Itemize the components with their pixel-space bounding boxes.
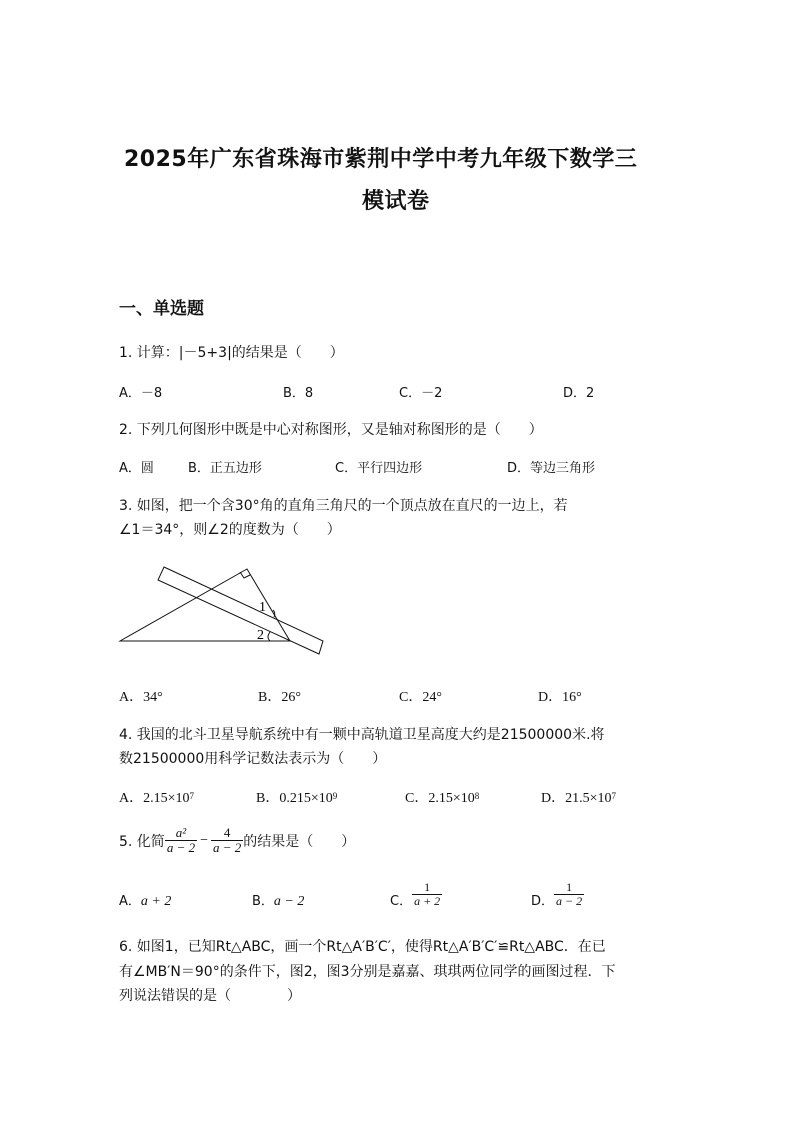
q4-option-c-mantissa: 2.15×10 (428, 791, 475, 806)
q5-option-c-fraction (412, 881, 442, 908)
q5-option-c-label: C． (390, 894, 413, 909)
q4-option-a-exponent: 7 (189, 791, 195, 801)
q4-option-b-exponent: 9 (332, 791, 338, 801)
q4-option-d-label: D． (541, 791, 566, 806)
q5-option-c (390, 881, 442, 908)
q5-fraction-1-denominator: a − 2 (166, 840, 196, 855)
q4-option-c-exponent: 8 (474, 791, 480, 801)
q4-option-b (256, 787, 337, 807)
q2-option-b: B．正五边形 (188, 461, 262, 476)
q5-fraction-2-denominator: a − 2 (213, 840, 242, 855)
q4-option-a (119, 787, 194, 807)
q5-option-a (119, 890, 171, 910)
q1-option-a: A．－8 (119, 386, 163, 401)
angle2-label: 2 (257, 628, 264, 643)
q5-option-d-denominator: a − 2 (556, 894, 583, 908)
q4-option-c-label: C． (405, 791, 429, 806)
section-heading: 一、单选题 (119, 299, 204, 319)
q3-option-d: D．16° (538, 690, 582, 705)
page-title-line1: 2025年广东省珠海市紫荆中学中考九年级下数学三 (124, 147, 638, 172)
q3-stem-line2: ∠1＝34°，则∠2的度数为（ ） (119, 522, 341, 538)
q3-stem-line1: 3. 如图，把一个含30°角的直角三角尺的一个顶点放在直尺的一边上，若 (119, 498, 568, 514)
q1-option-b: B．8 (283, 386, 314, 401)
q4-option-d-exponent: 7 (611, 791, 617, 801)
q5-fraction-2 (211, 826, 243, 855)
q4-option-d-mantissa: 21.5×10 (565, 791, 612, 806)
q5-option-b (252, 890, 304, 910)
q3-option-c: C．24° (399, 690, 442, 705)
q5-fraction-1 (165, 826, 197, 855)
q6-stem-line1: 6. 如图1，已知Rt△ABC，画一个Rt△A′B′C′，使得Rt△A′B′C′≌Rt△ABC．在已 (119, 939, 606, 955)
q4-option-b-mantissa: 0.215×10 (279, 791, 333, 806)
q6-stem-line3: 列说法错误的是（ ） (119, 988, 301, 1004)
q1-stem: 1. 计算：|－5+3|的结果是（ ） (119, 345, 344, 361)
q5-option-b-label: B． (252, 894, 274, 909)
angle2-arc (268, 632, 270, 641)
q4-stem-line2: 数21500000用科学记数法表示为（ ） (119, 751, 387, 767)
q5-option-d-fraction (554, 881, 584, 908)
q4-stem-line1: 4. 我国的北斗卫星导航系统中有一颗中高轨道卫星高度大约是21500000米.将 (119, 727, 605, 743)
q6-stem-line2: 有∠MB′N＝90°的条件下，图2，图3分别是嘉嘉、琪琪两位同学的画图过程．下 (119, 964, 616, 980)
q5-option-b-expr: a − 2 (273, 894, 305, 909)
q5-option-d (531, 881, 584, 908)
q5-minus-sign: − (200, 832, 208, 848)
q5-fraction-1-numerator: a² (175, 825, 187, 840)
q2-stem: 2. 下列几何图形中既是中心对称图形，又是轴对称图形的是（ ） (119, 422, 543, 438)
q5-fraction-2-numerator: 4 (223, 825, 231, 840)
q4-option-a-label: A． (119, 791, 144, 806)
q3-option-a: A．34° (119, 690, 163, 705)
q2-option-d: D．等边三角形 (507, 461, 596, 476)
q3-figure (110, 560, 340, 660)
q1-option-d: D．2 (563, 386, 595, 401)
angle1-label: 1 (259, 600, 266, 615)
q5-option-d-numerator: 1 (566, 880, 573, 894)
q5-option-d-label: D． (531, 894, 555, 909)
q5-prefix: 5. 化简 (119, 833, 165, 850)
q5-option-a-expr: a + 2 (140, 894, 172, 909)
q3-option-b: B．26° (258, 690, 301, 705)
q5-option-c-numerator: 1 (424, 880, 431, 894)
q2-option-a: A．圆 (119, 461, 154, 476)
q5-stem (119, 826, 355, 855)
q5-suffix: 的结果是（ ） (243, 833, 356, 850)
q2-option-c: C．平行四边形 (335, 461, 423, 476)
q1-option-c: C．－2 (399, 386, 443, 401)
q4-option-a-mantissa: 2.15×10 (143, 791, 190, 806)
page-title-line2: 模试卷 (362, 189, 430, 214)
q4-option-b-label: B． (256, 791, 280, 806)
q4-option-c (405, 787, 479, 807)
q5-option-c-denominator: a + 2 (414, 894, 441, 908)
q4-option-d (541, 787, 616, 807)
q5-option-a-label: A． (119, 894, 141, 909)
